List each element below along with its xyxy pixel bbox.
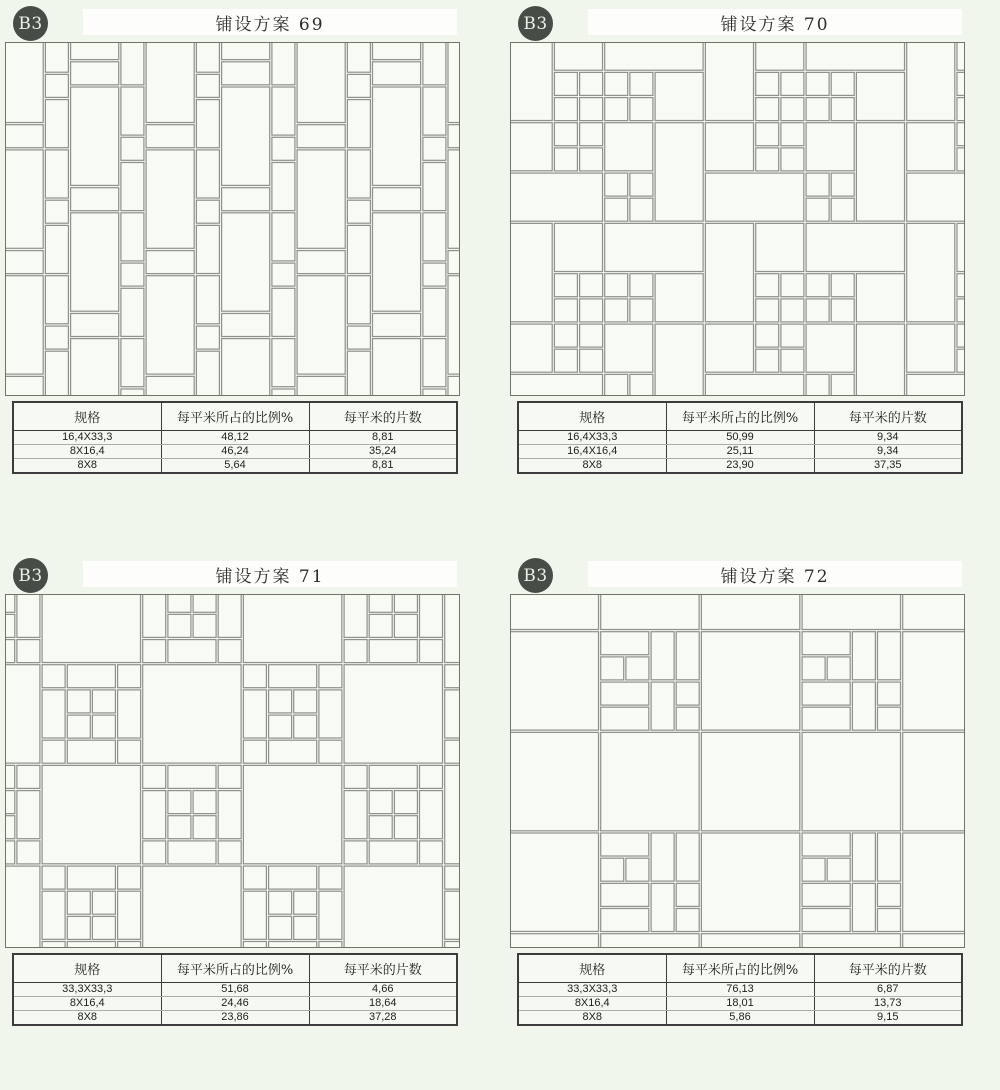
pieces-cell: 18,64 xyxy=(309,997,457,1011)
tile-pattern-diagram xyxy=(5,594,460,948)
col-header-spec: 规格 xyxy=(518,954,666,983)
tile-pattern-diagram xyxy=(510,42,965,396)
col-header-ratio: 每平米所占的比例% xyxy=(666,402,814,431)
table-row xyxy=(518,431,962,445)
col-header-pieces: 每平米的片数 xyxy=(814,402,962,431)
table-row xyxy=(518,997,962,1011)
table-row xyxy=(13,431,457,445)
col-header-ratio: 每平米所占的比例% xyxy=(161,402,309,431)
pieces-cell: 9,34 xyxy=(814,431,962,445)
scheme-title: 铺设方案 70 xyxy=(720,14,830,35)
col-header-ratio: 每平米所占的比例% xyxy=(666,954,814,983)
table-row xyxy=(13,459,457,474)
spec-cell: 8X16,4 xyxy=(13,997,161,1011)
table-row xyxy=(13,983,457,997)
spec-cell: 33,3X33,3 xyxy=(13,983,161,997)
spec-cell: 8X8 xyxy=(518,459,666,474)
b3-badge xyxy=(518,6,553,41)
spec-cell: 8X8 xyxy=(518,1011,666,1026)
pieces-cell: 8,81 xyxy=(309,431,457,445)
pieces-cell: 35,24 xyxy=(309,445,457,459)
scheme-panel xyxy=(510,556,965,1026)
scheme-title: 铺设方案 69 xyxy=(215,14,325,35)
title-strip xyxy=(83,9,457,35)
col-header-pieces: 每平米的片数 xyxy=(309,954,457,983)
ratio-cell: 76,13 xyxy=(666,983,814,997)
spec-cell: 16,4X33,3 xyxy=(518,431,666,445)
b3-badge xyxy=(13,6,48,41)
scheme-title: 铺设方案 72 xyxy=(720,566,830,587)
spec-cell: 8X8 xyxy=(13,459,161,474)
table-header-row xyxy=(13,954,457,983)
spec-table xyxy=(517,401,963,474)
ratio-cell: 18,01 xyxy=(666,997,814,1011)
title-strip xyxy=(588,561,962,587)
title-strip xyxy=(83,561,457,587)
scheme-panel xyxy=(5,556,460,1026)
pieces-cell: 6,87 xyxy=(814,983,962,997)
table-row xyxy=(13,445,457,459)
badge-label: B3 xyxy=(18,565,43,586)
ratio-cell: 24,46 xyxy=(161,997,309,1011)
pieces-cell: 37,35 xyxy=(814,459,962,474)
spec-cell: 33,3X33,3 xyxy=(518,983,666,997)
col-header-spec: 规格 xyxy=(13,954,161,983)
col-header-spec: 规格 xyxy=(518,402,666,431)
col-header-ratio: 每平米所占的比例% xyxy=(161,954,309,983)
badge-label: B3 xyxy=(18,13,43,34)
ratio-cell: 23,86 xyxy=(161,1011,309,1026)
table-row xyxy=(518,983,962,997)
col-header-spec: 规格 xyxy=(13,402,161,431)
ratio-cell: 48,12 xyxy=(161,431,309,445)
spec-table xyxy=(517,953,963,1026)
ratio-cell: 50,99 xyxy=(666,431,814,445)
panel-header xyxy=(5,4,460,42)
panel-header xyxy=(5,556,460,594)
col-header-pieces: 每平米的片数 xyxy=(814,954,962,983)
pieces-cell: 9,34 xyxy=(814,445,962,459)
spec-cell: 8X16,4 xyxy=(13,445,161,459)
b3-badge xyxy=(13,558,48,593)
ratio-cell: 5,64 xyxy=(161,459,309,474)
pieces-cell: 13,73 xyxy=(814,997,962,1011)
pieces-cell: 8,81 xyxy=(309,459,457,474)
table-row xyxy=(518,445,962,459)
scheme-panel xyxy=(510,4,965,474)
panel-header xyxy=(510,556,965,594)
table-row xyxy=(518,1011,962,1026)
badge-label: B3 xyxy=(523,565,548,586)
spec-cell: 8X16,4 xyxy=(518,997,666,1011)
badge-label: B3 xyxy=(523,13,548,34)
table-row xyxy=(518,459,962,474)
tile-pattern-diagram xyxy=(5,42,460,396)
pieces-cell: 37,28 xyxy=(309,1011,457,1026)
spec-table xyxy=(12,401,458,474)
spec-cell: 16,4X16,4 xyxy=(518,445,666,459)
ratio-cell: 23,90 xyxy=(666,459,814,474)
ratio-cell: 25,11 xyxy=(666,445,814,459)
spec-cell: 8X8 xyxy=(13,1011,161,1026)
title-strip xyxy=(588,9,962,35)
spec-cell: 16,4X33,3 xyxy=(13,431,161,445)
scheme-title: 铺设方案 71 xyxy=(215,566,325,587)
tile-pattern-diagram xyxy=(510,594,965,948)
pieces-cell: 4,66 xyxy=(309,983,457,997)
table-header-row xyxy=(518,402,962,431)
ratio-cell: 51,68 xyxy=(161,983,309,997)
col-header-pieces: 每平米的片数 xyxy=(309,402,457,431)
table-header-row xyxy=(13,402,457,431)
panel-header xyxy=(510,4,965,42)
b3-badge xyxy=(518,558,553,593)
ratio-cell: 46,24 xyxy=(161,445,309,459)
table-row xyxy=(13,1011,457,1026)
table-row xyxy=(13,997,457,1011)
ratio-cell: 5,86 xyxy=(666,1011,814,1026)
pieces-cell: 9,15 xyxy=(814,1011,962,1026)
spec-table xyxy=(12,953,458,1026)
scheme-panel xyxy=(5,4,460,474)
table-header-row xyxy=(518,954,962,983)
